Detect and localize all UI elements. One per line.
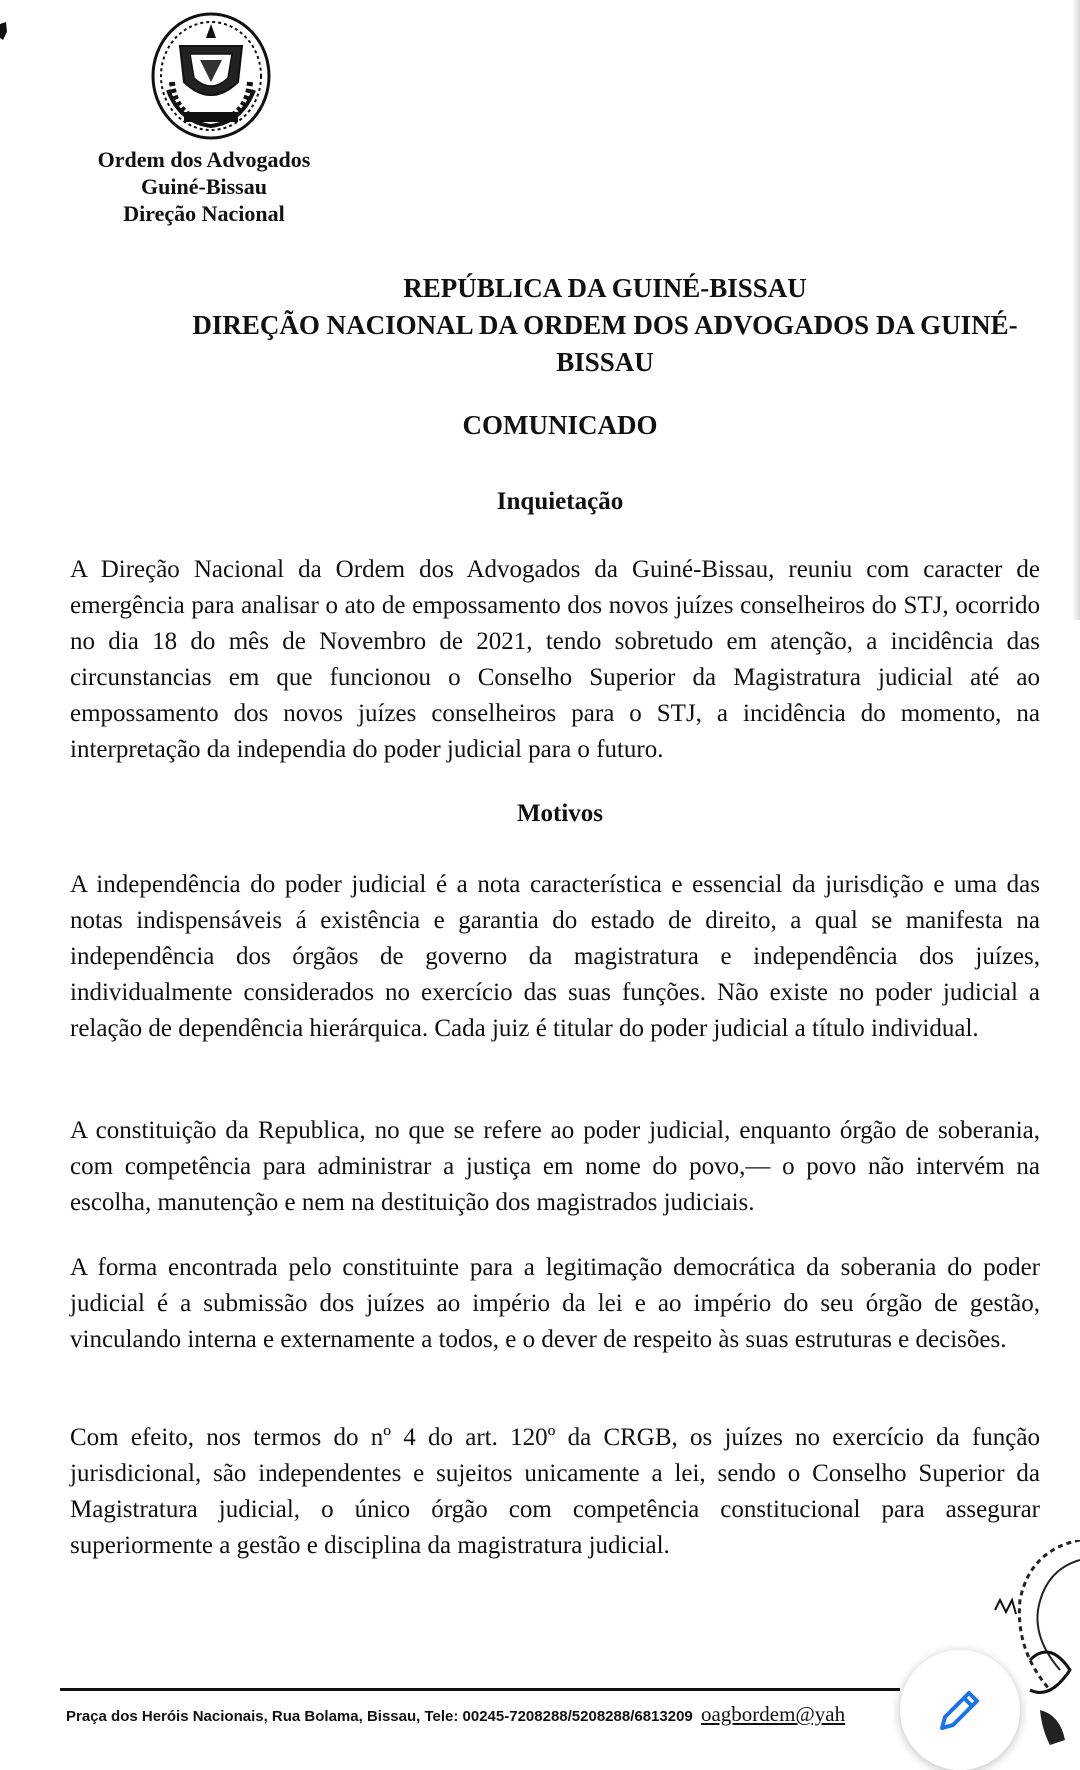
oab-guinea-bissau-emblem-icon xyxy=(150,12,272,140)
title-line-3: BISSAU xyxy=(556,347,654,377)
section-heading-inquietacao: Inquietação xyxy=(496,488,624,515)
paragraph-motivos-3: A forma encontrada pelo constituinte para a legitimação democrática da soberania do poder judicial é a submissão dos juízes ao império da lei e ao império do seu órgão de gestão, vinculando interna e externamente a todos, e o dever de respeito às suas estruturas e decisões. xyxy=(70,1254,1040,1353)
section-heading-motivos: Motivos xyxy=(516,800,604,827)
footer-address: Praça dos Heróis Nacionais, Rua Bolama, Bissau, Tele: 00245-7208288/5208288/6813209 xyxy=(66,1708,693,1725)
org-country: Guiné-Bissau xyxy=(141,174,267,199)
footer xyxy=(66,1702,906,1727)
document-title xyxy=(160,270,1050,381)
org-name: Ordem dos Advogados xyxy=(97,147,311,172)
title-line-1: REPÚBLICA DA GUINÉ-BISSAU xyxy=(403,273,807,303)
edit-button[interactable] xyxy=(900,1650,1020,1770)
pencil-icon xyxy=(934,1684,986,1736)
paragraph-motivos-1: A independência do poder judicial é a nota característica e essencial da jurisdição e uma das notas indispensáveis á existência e garantia do estado de direito, a qual se manifesta na independência dos órgãos de governo da magistratura e independência dos juízes, individualmente considerados no exercício das suas funções. Não existe no poder judicial a relação de dependência hierárquica. Cada juiz é titular do poder judicial a título individual. xyxy=(70,871,1040,1042)
title-line-2: DIREÇÃO NACIONAL DA ORDEM DOS ADVOGADOS DA GUINÉ- xyxy=(192,310,1018,340)
scan-artifact xyxy=(0,22,10,40)
paragraph-motivos-4: Com efeito, nos termos do nº 4 do art. 120º da CRGB, os juízes no exercício da função jurisdicional, são independentes e sujeitos unicamente a lei, sendo o Conselho Superior da Magistratura judicial, o único órgão com competência constitucional para assegurar superiormente a gestão e disciplina da magistratura judicial. xyxy=(70,1424,1040,1559)
scrollbar[interactable] xyxy=(1072,0,1080,620)
paragraph-motivos-2: A constituição da Republica, no que se refere ao poder judicial, enquanto órgão de soberania, com competência para administrar a justiça em nome do povo,— o povo não intervém na escolha, manutenção e nem na destituição dos magistrados judiciais. xyxy=(70,1117,1040,1216)
footer-divider xyxy=(60,1688,900,1691)
org-division: Direção Nacional xyxy=(123,201,285,226)
comunicado-heading: COMUNICADO xyxy=(462,410,658,440)
footer-email-link[interactable]: oagbordem@yah xyxy=(700,1702,846,1726)
organization-header xyxy=(40,146,368,227)
paragraph-inquietacao: A Direção Nacional da Ordem dos Advogados da Guiné-Bissau, reuniu com caracter de emergência para analisar o ato de empossamento dos novos juízes conselheiros do STJ, ocorrido no dia 18 do mês de Novembro de 2021, tendo sobretudo em atenção, a incidência das circunstancias em que funcionou o Conselho Superior da Magistratura judicial até ao empossamento dos novos juízes conselheiros para o STJ, a incidência do momento, na interpretação da independia do poder judicial para o futuro. xyxy=(70,556,1040,763)
